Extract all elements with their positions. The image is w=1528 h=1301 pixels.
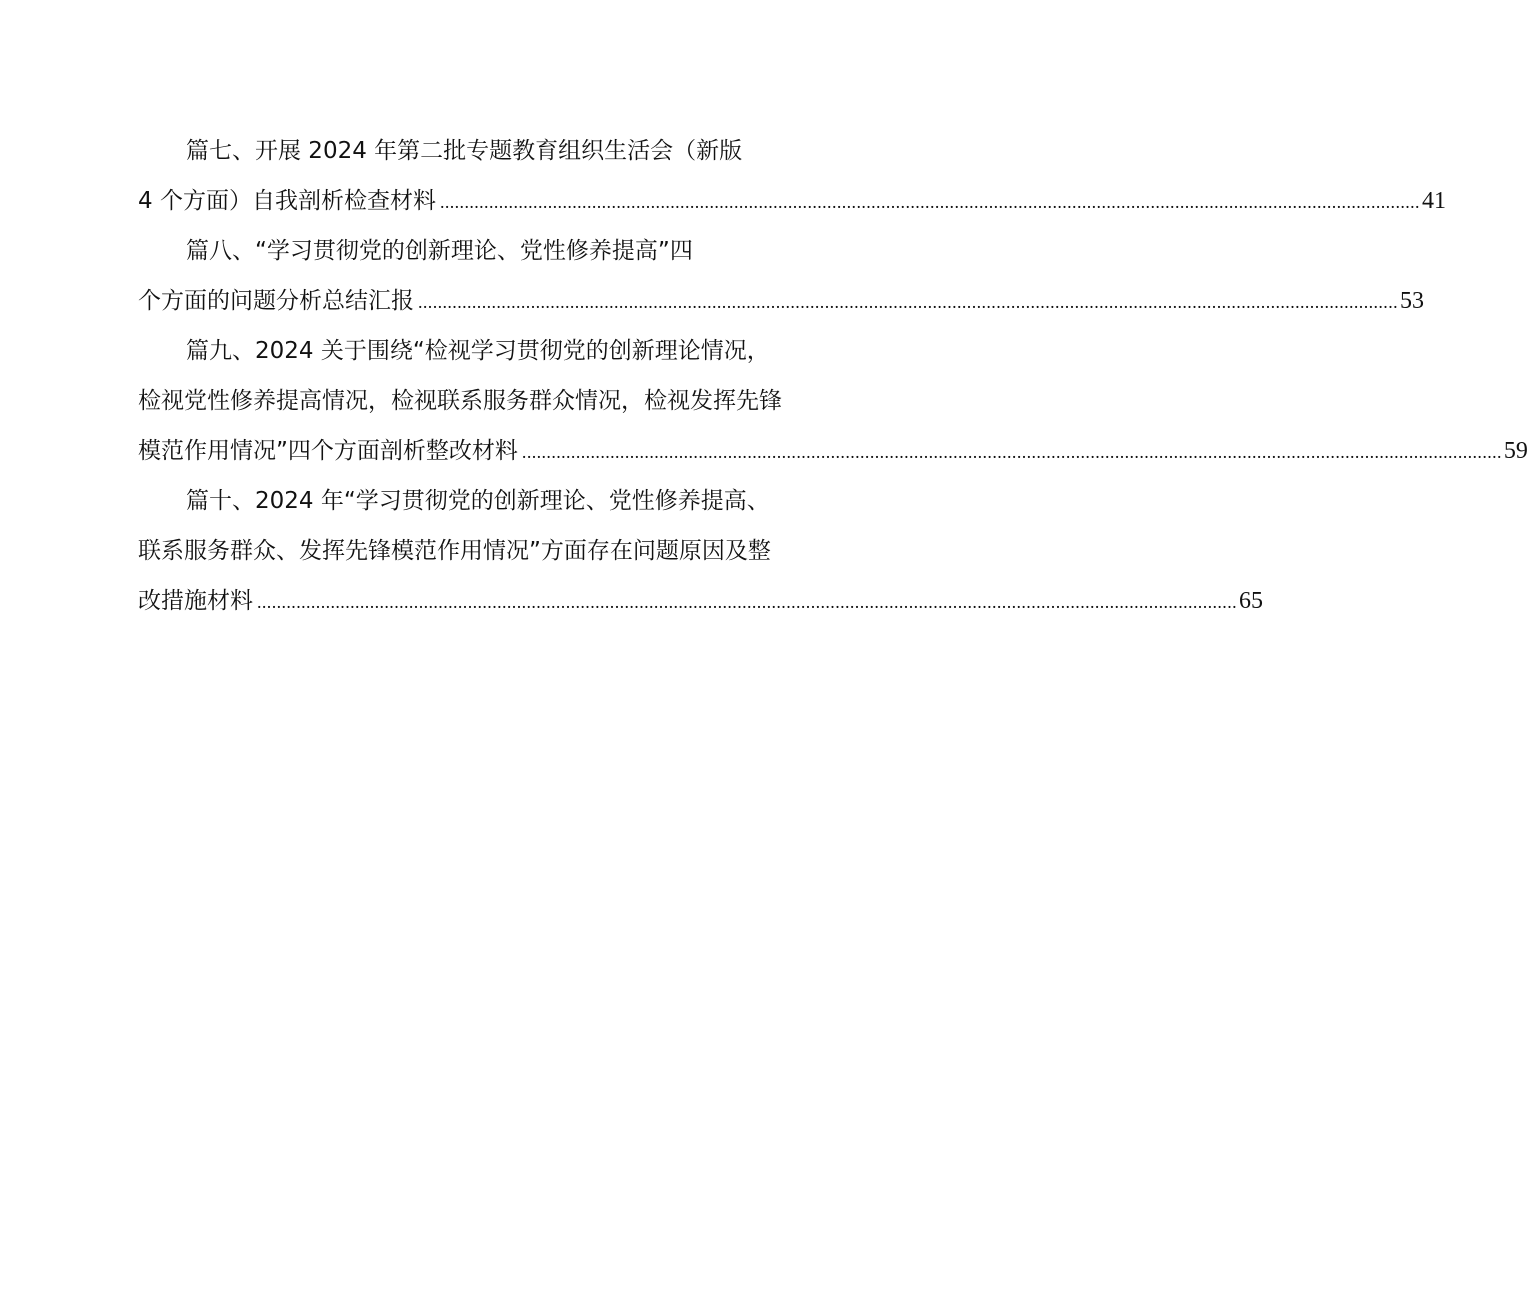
toc-entry-title-line: 联系服务群众、发挥先锋模范作用情况”方面存在问题原因及整 bbox=[138, 538, 771, 564]
toc-entry-9[interactable] bbox=[138, 326, 1528, 476]
toc-entry-last-line bbox=[138, 426, 1528, 476]
dot-leader: ........................................................................................................................................................................................................ bbox=[439, 192, 1420, 212]
toc-entry-title-line: 篇十、2024 年“学习贯彻党的创新理论、党性修养提高、 bbox=[186, 488, 770, 514]
toc-entry-last-line bbox=[138, 576, 1263, 626]
toc-entry-last-line bbox=[138, 276, 1424, 326]
toc-entry-title-line: 篇九、2024 关于围绕“检视学习贯彻党的创新理论情况， bbox=[186, 338, 770, 364]
toc-entry-title-line: 4 个方面）自我剖析检查材料 bbox=[138, 188, 436, 214]
toc-entry-8[interactable] bbox=[138, 226, 1424, 326]
toc-entry-last-line bbox=[138, 176, 1446, 226]
toc-page-number: 53 bbox=[1400, 288, 1424, 314]
toc-entry-title-line: 改措施材料 bbox=[138, 588, 253, 614]
dot-leader: ........................................................................................................................................................................................................ bbox=[257, 592, 1237, 612]
toc-entry-title-line: 篇七、开展 2024 年第二批专题教育组织生活会（新版 bbox=[186, 138, 743, 164]
toc-entry-10[interactable] bbox=[138, 476, 1263, 626]
toc-entry-title-line: 检视党性修养提高情况，检视联系服务群众情况，检视发挥先锋 bbox=[138, 388, 782, 414]
toc-entry-title-line: 模范作用情况”四个方面剖析整改材料 bbox=[138, 438, 518, 464]
toc-entry-title-line: 篇八、“学习贯彻党的创新理论、党性修养提高”四 bbox=[186, 238, 693, 264]
toc-page-number: 65 bbox=[1239, 588, 1263, 614]
dot-leader: ........................................................................................................................................................................................................ bbox=[521, 442, 1502, 462]
toc-page-number: 41 bbox=[1421, 188, 1446, 214]
toc-entry-7[interactable] bbox=[138, 126, 1446, 226]
dot-leader: ........................................................................................................................................................................................................ bbox=[418, 292, 1398, 312]
table-of-contents bbox=[138, 126, 1528, 626]
toc-page-number: 59 bbox=[1503, 438, 1528, 464]
toc-entry-title-line: 个方面的问题分析总结汇报 bbox=[138, 288, 414, 314]
